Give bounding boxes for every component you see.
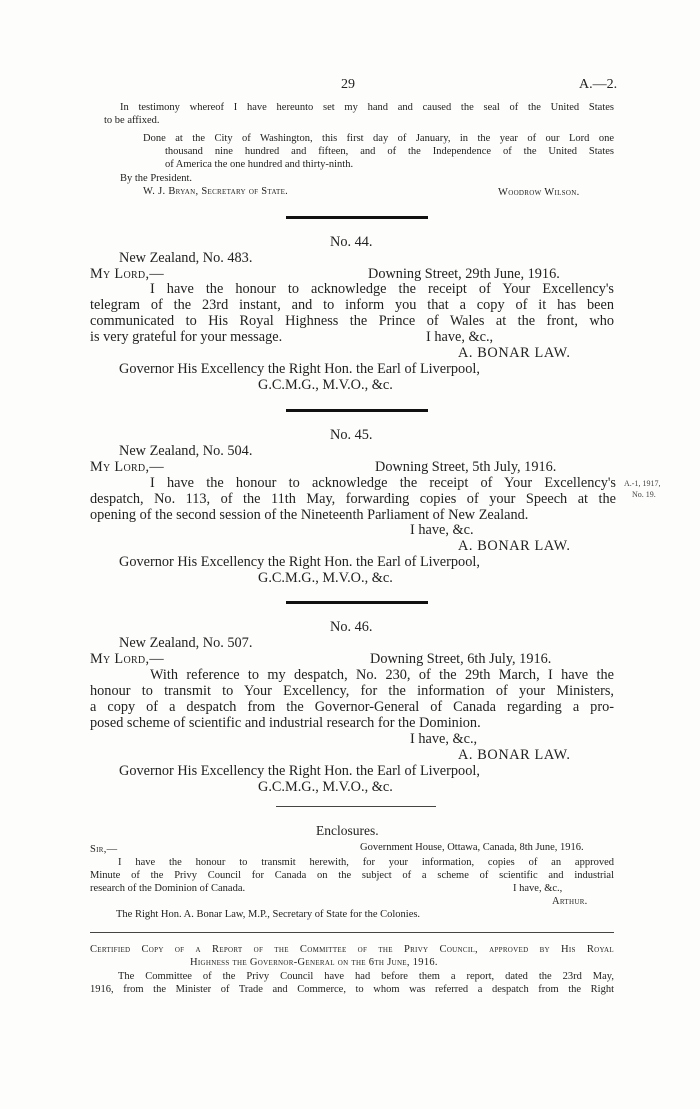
addressee-line-2: G.C.M.G., M.V.O., &c. [258,570,393,586]
margin-note: A.-1, 1917, [624,479,661,488]
testimony-line-2: to be affixed. [104,115,160,126]
salutation: My Lord,— [90,266,164,282]
section-rule [276,806,436,807]
done-line-3: of America the one hundred and thirty-ninth. [165,159,354,170]
place-date: Downing Street, 5th July, 1916. [375,459,557,475]
enclosure-closing: I have, &c., [513,883,563,894]
body-line: a copy of a despatch from the Governor-General of Canada regarding a pro- [90,699,614,715]
new-zealand-number: New Zealand, No. 483. [119,250,253,266]
certified-body-line: The Committee of the Privy Council have had before them a report, dated the 23rd May, [118,971,614,982]
testimony-line-1: In testimony whereof I have hereunto set my hand and caused the seal of the United States [120,102,614,113]
addressee-line-1: Governor His Excellency the Right Hon. the Earl of Liverpool, [119,554,480,570]
enclosure-body-line: I have the honour to transmit herewith, for your information, copies of an approved [118,857,614,868]
done-line-1: Done at the City of Washington, this first day of January, in the year of our Lord one [143,133,614,144]
place-date: Downing Street, 6th July, 1916. [370,651,552,667]
addressee-line-2: G.C.M.G., M.V.O., &c. [258,779,393,795]
enclosure-place-date: Government House, Ottawa, Canada, 8th June, 1916. [360,842,584,853]
addressee-line-1: Governor His Excellency the Right Hon. the Earl of Liverpool, [119,361,480,377]
place-date: Downing Street, 29th June, 1916. [368,266,560,282]
closing: I have, &c., [410,731,478,747]
body-last-line: opening of the second session of the Nineteenth Parliament of New Zealand. [90,507,529,523]
enclosure-signature: Arthur. [552,896,588,907]
despatch-number: No. 44. [330,234,373,250]
enclosure-body-last-line: research of the Dominion of Canada. [90,883,246,894]
section-rule [286,601,428,604]
enclosure-body-line: Minute of the Privy Council for Canada on the subject of a scheme of scientific and industrial [90,870,614,881]
signature: A. BONAR LAW. [458,538,571,554]
addressee-line-2: G.C.M.G., M.V.O., &c. [258,377,393,393]
body-line: despatch, No. 113, of the 11th May, forwarding copies of your Speech at the [90,491,616,507]
despatch-number: No. 46. [330,619,373,635]
body-last-line: posed scheme of scientific and industrial research for the Dominion. [90,715,481,731]
new-zealand-number: New Zealand, No. 507. [119,635,253,651]
divider [90,932,614,933]
page-number: 29 [341,77,355,92]
closing: I have, &c., [426,329,494,345]
document-reference: A.—2. [579,77,618,92]
margin-note: No. 19. [632,490,656,499]
new-zealand-number: New Zealand, No. 504. [119,443,253,459]
body-line: With reference to my despatch, No. 230, of the 29th March, I have the [150,667,614,683]
done-line-2: thousand nine hundred and fifteen, and of the Independence of the United States [165,146,614,157]
enclosure-salutation: Sir,— [90,844,118,855]
signature: A. BONAR LAW. [458,747,571,763]
body-line: I have the honour to acknowledge the receipt of Your Excellency's [150,475,616,491]
salutation: My Lord,— [90,651,164,667]
section-rule [286,409,428,412]
body-last-line: is very grateful for your message. [90,329,283,345]
addressee-line-1: Governor His Excellency the Right Hon. the Earl of Liverpool, [119,763,480,779]
body-line: telegram of the 23rd instant, and to inform you that a copy of it has been [90,297,614,313]
section-rule [286,216,428,219]
enclosures-heading: Enclosures. [316,823,379,838]
certified-title-line-2: Highness the Governor-General on the 6th June, 1916. [190,957,438,968]
body-line: I have the honour to acknowledge the receipt of Your Excellency's [150,281,614,297]
enclosure-addressee: The Right Hon. A. Bonar Law, M.P., Secretary of State for the Colonies. [116,909,421,920]
signature: A. BONAR LAW. [458,345,571,361]
salutation: My Lord,— [90,459,164,475]
body-line: communicated to His Royal Highness the Prince of Wales at the front, who [90,313,614,329]
by-the-president: By the President. [120,173,193,184]
closing: I have, &c. [410,522,474,538]
signer-wilson: Woodrow Wilson. [498,187,580,198]
body-line: honour to transmit to Your Excellency, for the information of your Ministers, [90,683,614,699]
despatch-number: No. 45. [330,427,373,443]
certified-title-line-1: Certified Copy of a Report of the Committee of the Privy Council, approved by His Royal [90,944,614,955]
certified-body-line: 1916, from the Minister of Trade and Commerce, to whom was referred a despatch from the Right [90,984,614,995]
signer-bryan: W. J. Bryan, Secretary of State. [143,186,289,197]
